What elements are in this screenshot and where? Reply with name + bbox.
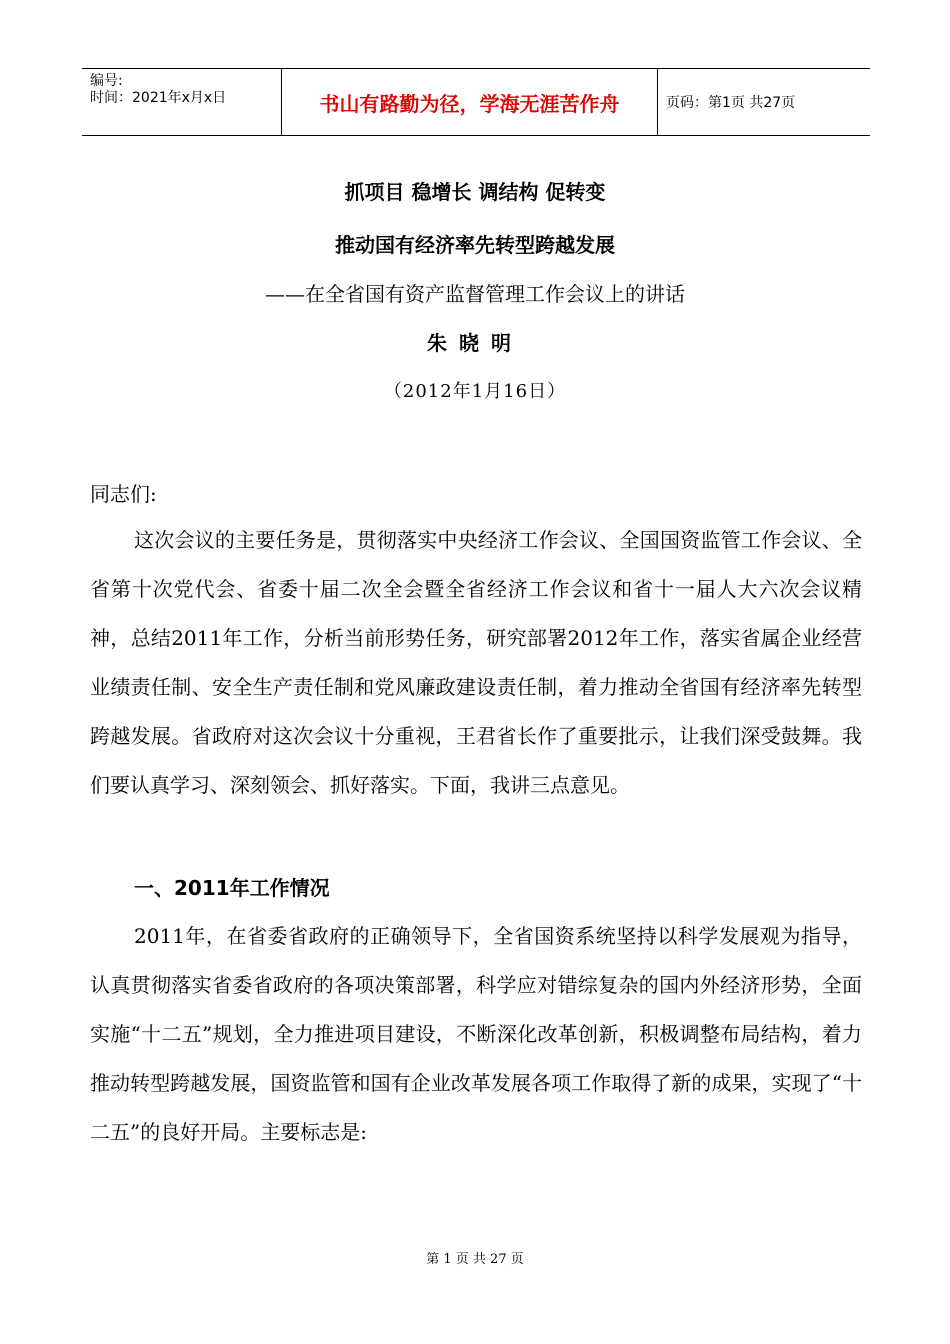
document-author: 朱晓明 (427, 331, 523, 355)
page-header (82, 68, 870, 136)
document-subtitle: ——在全省国有资产监督管理工作会议上的讲话 (265, 282, 685, 306)
header-motto: 书山有路勤为径，学海无涯苦作舟 (282, 69, 658, 135)
number-label: 编号: (90, 73, 123, 89)
header-meta (82, 69, 282, 135)
paragraph-2011: 2011年，在省委省政府的正确领导下，全省国资系统坚持以科学发展观为指导，认真贯彻落实省委省政府的各项决策部署，科学应对错综复杂的国内外经济形势，全面实施“十二五”规划，全力推进项目建设，不断深化改革创新，积极调整布局结构，着力推动转型跨越发展，国资监管和国有企业改革发展各项工作取得了新的成果，实现了“十二五”的良好开局。主要标志是: (90, 924, 862, 1144)
page-footer: 第 1 页 共 27 页 (426, 1252, 524, 1267)
document-title-line1: 抓项目 稳增长 调结构 促转变 (344, 180, 606, 204)
paragraph-intro: 这次会议的主要任务是，贯彻落实中央经济工作会议、全国国资监管工作会议、全省第十次党代会、省委十届二次全会暨全省经济工作会议和省十一届人大六次会议精神，总结2011年工作，分析当前形势任务，研究部署2012年工作，落实省属企业经营业绩责任制、安全生产责任制和党风廉政建设责任制，着力推动全省国有经济率先转型跨越发展。省政府对这次会议十分重视，王君省长作了重要批示，让我们深受鼓舞。我们要认真学习、深刻领会、抓好落实。下面，我讲三点意见。 (90, 528, 862, 797)
time-label: 时间：2021年x月x日 (90, 90, 227, 106)
greeting: 同志们: (90, 482, 157, 506)
document-date: （2012年1月16日） (383, 381, 567, 402)
document-title-line2: 推动国有经济率先转型跨越发展 (335, 233, 615, 257)
section-heading: 一、2011年工作情况 (134, 876, 330, 900)
header-page-code: 页码：第1页 共27页 (666, 95, 796, 111)
